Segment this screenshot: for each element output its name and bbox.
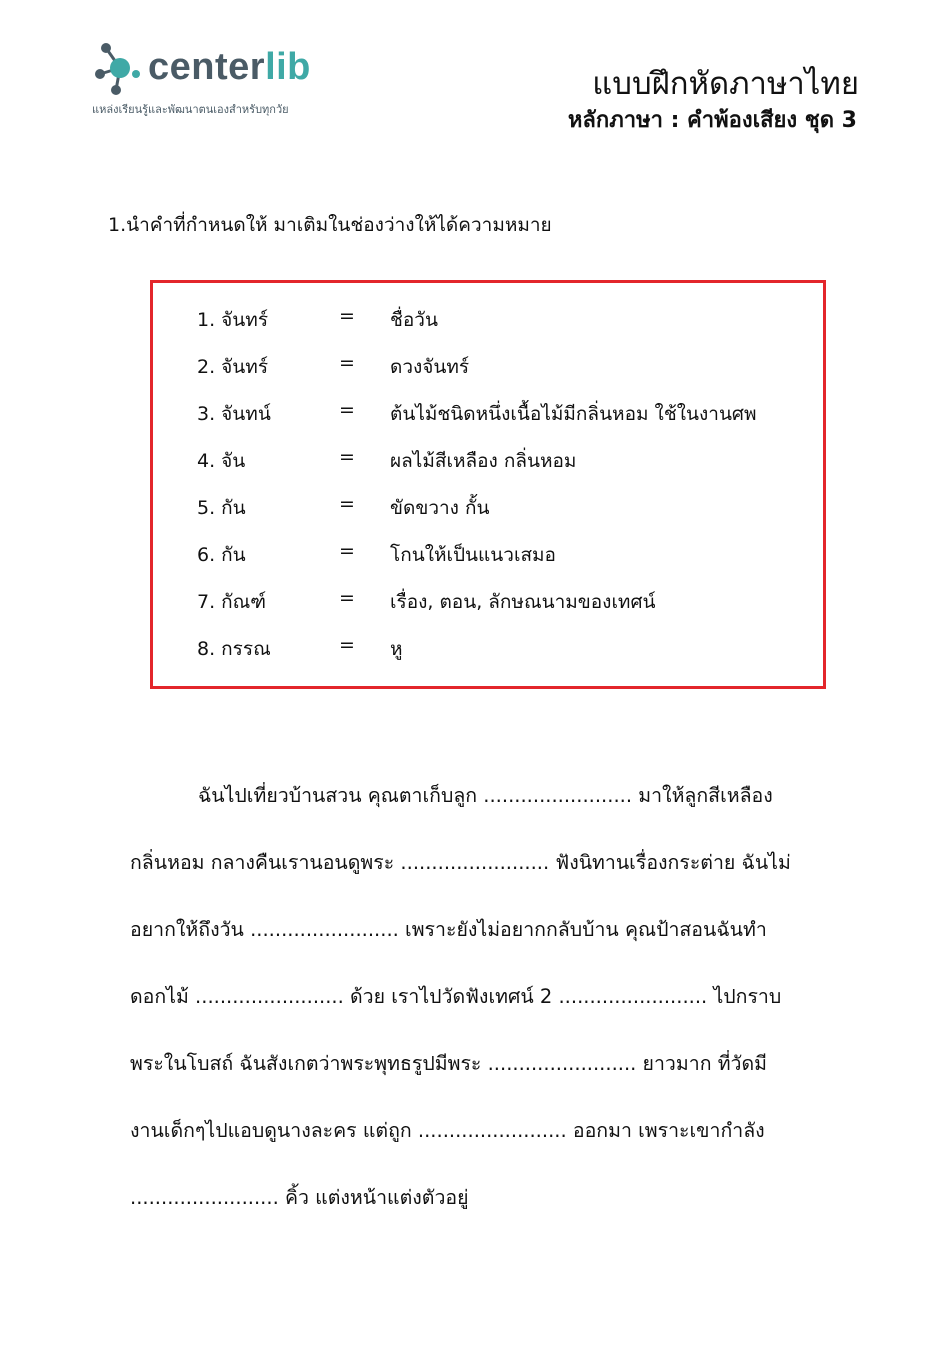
passage-line: งานเด็กๆไปแอบดูนางละคร แต่ถูก ........................ ออกมา เพราะเขากำลัง <box>130 1119 765 1142</box>
word-definition: ขัดขวาง กั้น <box>390 497 490 519</box>
word-definition: ชื่อวัน <box>390 309 438 331</box>
word-definition: ต้นไม้ชนิดหนึ่งเนื้อไม้มีกลิ่นหอม ใช้ในงานศพ <box>390 403 757 425</box>
page-subtitle: หลักภาษา : คำพ้องเสียง ชุด 3 <box>567 108 857 133</box>
passage-line: กลิ่นหอม กลางคืนเรานอนดูพระ ........................ ฟังนิทานเรื่องกระต่าย ฉันไม่ <box>130 851 791 874</box>
passage-line: ........................ คิ้ว แต่งหน้าแต่งตัวอยู่ <box>130 1186 469 1209</box>
passage-line: พระในโบสถ์ ฉันสังเกตว่าพระพุทธรูปมีพระ ........................ ยาวมาก ที่วัดมี <box>130 1052 768 1075</box>
word-term: 8. กรรณ <box>197 638 271 660</box>
word-definition: หู <box>390 638 403 660</box>
word-definition: ดวงจันทร์ <box>390 356 470 378</box>
word-term: 1. จันทร์ <box>197 309 269 331</box>
equals-sign: = <box>339 399 355 421</box>
logo-molecule-icon <box>92 40 148 96</box>
passage-line: ฉันไปเที่ยวบ้านสวน คุณตาเก็บลูก ........................ มาให้ลูกสีเหลือง <box>198 784 773 807</box>
word-definition-box <box>150 280 826 689</box>
word-term: 2. จันทร์ <box>197 356 269 378</box>
word-term: 5. กัน <box>197 497 246 519</box>
logo-tagline: แหล่งเรียนรู้และพัฒนาตนเองสำหรับทุกวัย <box>92 103 289 116</box>
logo-word-lib: lib <box>265 46 311 88</box>
word-definition: ผลไม้สีเหลือง กลิ่นหอม <box>390 450 577 472</box>
logo-wordmark <box>148 46 311 89</box>
passage-line: อยากให้ถึงวัน ........................ เพราะยังไม่อยากกลับบ้าน คุณป้าสอนฉันทำ <box>130 918 767 941</box>
word-term: 4. จัน <box>197 450 246 472</box>
passage-line: ดอกไม้ ........................ ด้วย เราไปวัดฟังเทศน์ 2 ........................ ไปกราบ <box>130 985 782 1008</box>
exercise-instruction: 1.นำคำที่กำหนดให้ มาเติมในช่องว่างให้ได้ความหมาย <box>108 214 552 236</box>
logo-word-center: center <box>148 46 266 88</box>
equals-sign: = <box>339 305 355 327</box>
equals-sign: = <box>339 587 355 609</box>
word-definition: โกนให้เป็นแนวเสมอ <box>390 544 556 566</box>
word-term: 6. กัน <box>197 544 246 566</box>
equals-sign: = <box>339 446 355 468</box>
equals-sign: = <box>339 634 355 656</box>
equals-sign: = <box>339 540 355 562</box>
equals-sign: = <box>339 493 355 515</box>
word-term: 7. กัณฑ์ <box>197 591 267 613</box>
equals-sign: = <box>339 352 355 374</box>
page-title: แบบฝึกหัดภาษาไทย <box>592 66 859 102</box>
centerlib-logo <box>92 40 352 120</box>
word-term: 3. จันทน์ <box>197 403 271 425</box>
word-definition: เรื่อง, ตอน, ลักษณนามของเทศน์ <box>390 591 656 613</box>
